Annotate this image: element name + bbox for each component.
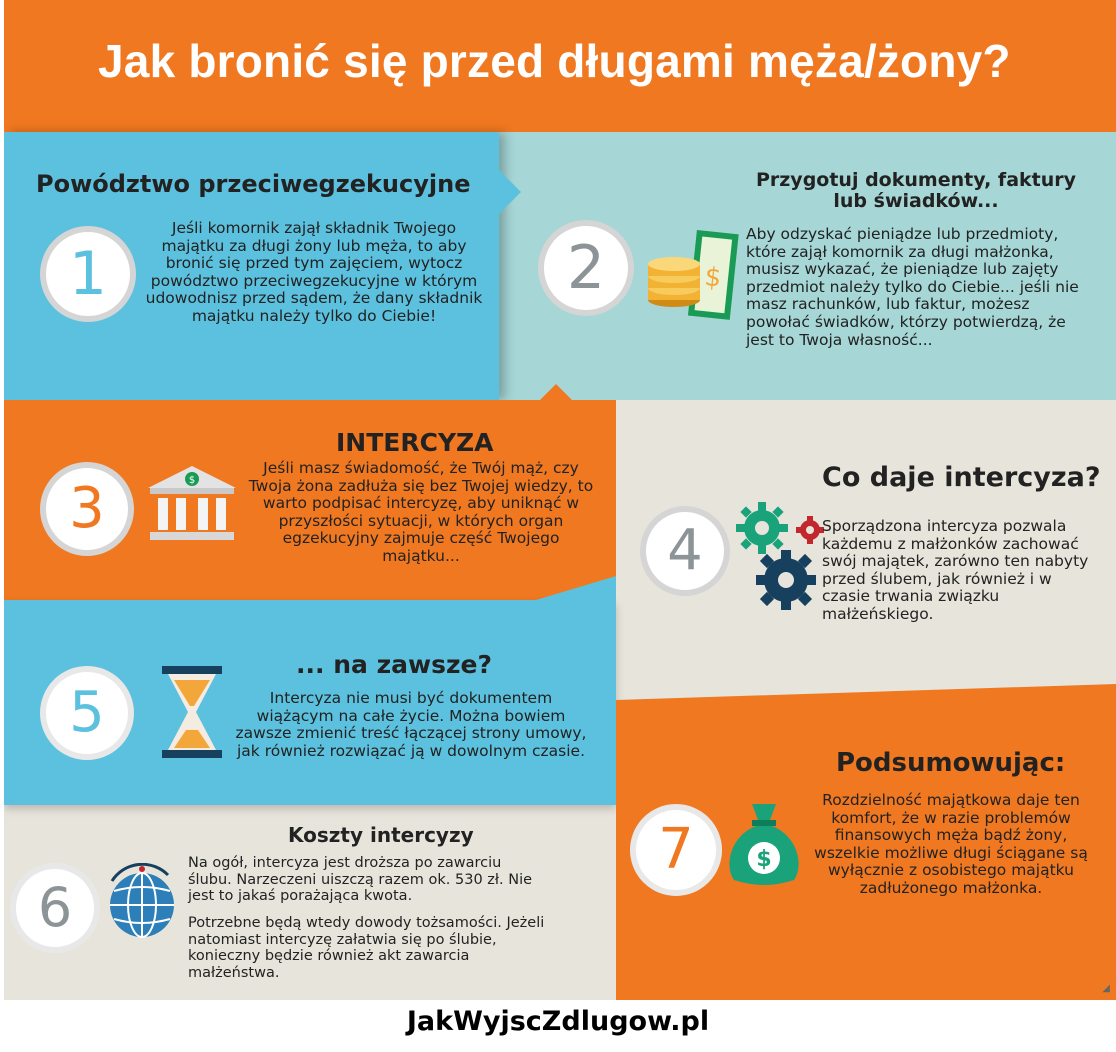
section-3-number: 3	[40, 462, 134, 556]
gears-icon	[734, 500, 826, 610]
resize-handle-icon: ◢	[1102, 983, 1110, 994]
section-5-number: 5	[40, 666, 134, 760]
hourglass-icon	[160, 664, 224, 760]
section-4-number: 4	[640, 506, 730, 596]
section-2-text: Aby odzyskać pieniądze lub przedmioty, które zajął komornik za długi małżonka, musisz wykazać, że pieniądze lub zajęty przedmiot należy tylko do Ciebie... jeśli nie masz rachunków, lub faktur, możesz powołać świadków, którzy potwierdzą, że jest to Twoja własność...	[746, 225, 1079, 349]
section-7-panel	[616, 700, 1116, 1000]
section-5-title: ... na zawsze?	[296, 650, 492, 679]
section-1-title: Powództwo przeciwegzekucyjne	[36, 170, 471, 198]
section-6-number: 6	[10, 863, 100, 953]
section-7-text: Rozdzielność majątkowa daje ten komfort, że w razie problemów finansowych męża bądź żony, wszelkie możliwe długi ściągane są wyłącznie z osobistego majątku zadłużonego małżonka.	[814, 791, 1088, 897]
section-6-text-2: Potrzebne będą wtedy dowody tożsamości. Jeżeli natomiast intercyzę załatwia się po ślubie, konieczny będzie również akt zawarcia małżeństwa.	[188, 915, 545, 981]
section-2-panel	[494, 132, 1116, 400]
section-3-panel	[4, 400, 616, 600]
section-6-panel	[4, 805, 616, 1000]
svg-text:$: $	[188, 475, 196, 486]
section-6-title: Koszty intercyzy	[288, 823, 474, 847]
section-2-number: 2	[538, 220, 634, 316]
section-1-panel	[4, 132, 499, 400]
globe-icon	[102, 863, 178, 941]
section-3-text: Jeśli masz świadomość, że Twój mąż, czy Twoja żona zadłuża się bez Twojej wiedzy, to warto podpisać intercyzę, aby uniknąć w przyszłości sytuacji, w których organ egzekucyjny zajmuje część Twojego majątku...	[248, 459, 594, 565]
section-2-title: Przygotuj dokumenty, faktury lub świadków...	[755, 169, 1077, 212]
bank-icon	[144, 464, 240, 544]
section-1-number: 1	[40, 226, 136, 322]
money-icon	[644, 228, 744, 328]
section-5-text: Intercyza nie musi być dokumentem wiążącym na całe życie. Można bowiem zawsze zmienić treść łączącej strony umowy, jak również rozwiązać ją w dowolnym czasie.	[235, 689, 587, 760]
page-title: Jak bronić się przed długami męża/żony?	[98, 35, 1011, 87]
infographic	[4, 0, 1116, 1000]
section-7-title: Podsumowując:	[836, 748, 1066, 778]
money-bag-icon	[722, 796, 806, 890]
svg-text:$: $	[756, 847, 772, 872]
section-6-text: Na ogół, intercyza jest droższa po zawarciu ślubu. Narzeczeni uiszczą razem ok. 530 zł. Nie jest to jakaś porażająca kwota.	[188, 855, 533, 904]
svg-text:$: $	[703, 262, 723, 294]
section-5-panel	[4, 600, 616, 805]
footer-site-name: JakWyjscZdlugow.pl	[406, 1006, 710, 1037]
section-4-text: Sporządzona intercyza pozwala każdemu z małżonków zachować swój majątek, zarówno ten nabyty przed ślubem, jak również i w czasie trwania związku małżeńskiego.	[822, 517, 1089, 623]
section-7-number: 7	[630, 804, 722, 896]
section-3-title: INTERCYZA	[336, 428, 494, 457]
header-banner	[4, 0, 1116, 132]
section-1-text: Jeśli komornik zajął składnik Twojego majątku za długi żony lub męża, to aby bronić się przed tym zajęciem, wytocz powództwo przeciwegzekucyjne w którym udowodnisz przed sądem, że dany składnik majątku należy tylko do Ciebie!	[145, 219, 483, 325]
section-4-title: Co daje intercyza?	[822, 462, 1101, 493]
section-4-panel	[616, 400, 1116, 700]
